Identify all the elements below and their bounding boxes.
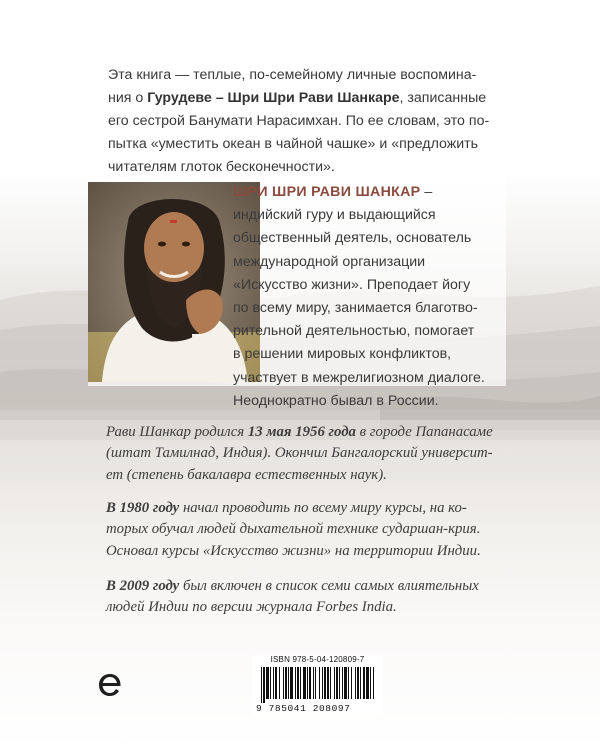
isbn-label: ISBN 978-5-04-120809-7 [270, 655, 365, 664]
intro-paragraph [108, 64, 500, 179]
barcode-stripe [344, 667, 347, 699]
barcode-stripe [297, 667, 299, 699]
publisher-logo-icon [98, 672, 122, 698]
story-p3-text-b: был включен в список семи самых влиятельных [179, 578, 479, 594]
barcode-stripe [370, 667, 371, 699]
barcode-stripe [330, 667, 331, 699]
barcode-stripe [357, 667, 359, 699]
barcode-stripe [322, 667, 323, 699]
story-p2-text-b: начал проводить по всему миру курсы, на ко- [179, 500, 467, 516]
story-p1-text-a: Рави Шанкар родился [106, 424, 248, 440]
barcode-stripe [290, 667, 293, 699]
story-p2-year: В 1980 году [106, 500, 180, 516]
barcode-stripe [342, 667, 343, 699]
author-bio [233, 181, 503, 413]
barcode-stripe [263, 667, 265, 703]
story-p1-text-d: (штат Тамилнад, Индия). Окончил Бангалорский университ- [106, 445, 493, 462]
barcode-stripe [366, 667, 369, 699]
bio-line-9: Неоднократно бывал в России. [233, 392, 439, 409]
barcode-stripe [307, 667, 308, 699]
intro-line-1: Эта книга — теплые, по-семейному личные воспомина- [108, 67, 477, 83]
barcode-stripe [348, 667, 349, 699]
barcode-stripe [261, 667, 262, 703]
bio-line-3: международной организации [233, 253, 426, 270]
bio-line-2: общественный деятель, основатель [233, 230, 472, 247]
story-p1-text-c: в городе Папанасаме [355, 424, 493, 440]
bio-line-1: индийский гуру и выдающийся [233, 207, 436, 224]
barcode-stripe [355, 667, 356, 699]
author-name-dash: – [420, 184, 433, 200]
story-p3-text-c: людей Индии по версии журнала Forbes India. [106, 599, 397, 616]
barcode-stripe [270, 667, 271, 699]
story-paragraph-birth [106, 422, 516, 486]
bio-line-8: участвует в межрелигиозном диалоге. [233, 369, 485, 386]
barcode-stripe [360, 667, 361, 699]
story-p2-text-d: Основал курсы «Искусство жизни» на территории Индии. [106, 542, 481, 559]
story-p3-year: В 2009 году [106, 578, 180, 594]
barcode-stripe [339, 667, 340, 699]
bio-line-7: в решении мировых конфликтов, [233, 346, 452, 363]
barcode-stripe [313, 667, 314, 699]
barcode-stripe [336, 667, 338, 699]
intro-line-2a: ния о [108, 90, 148, 106]
barcode-stripe [319, 667, 320, 699]
barcode-stripe [334, 667, 335, 699]
barcode-stripe [363, 667, 365, 699]
story-p1-birth-date: 13 мая 1956 года [247, 424, 356, 440]
barcode-stripe [327, 667, 329, 699]
bio-line-4: «Искусство жизни». Преподает йогу [233, 276, 471, 293]
barcode-stripe [279, 667, 280, 699]
barcode-stripe [324, 667, 326, 699]
barcode-stripe [303, 667, 306, 699]
story-paragraph-1980 [106, 498, 516, 562]
story-paragraph-2009 [106, 576, 516, 619]
barcode-digits: 9 785041 208097 [256, 703, 351, 714]
author-name: ШРИ ШРИ РАВИ ШАНКАР [233, 184, 421, 200]
barcode-stripe [288, 667, 289, 699]
intro-guru-name: Гурудеве – Шри Шри Рави Шанкаре [147, 90, 400, 106]
intro-line-5: читателям глоток бесконечности». [108, 159, 335, 175]
intro-line-4: пытка «уместить океан в чайной чашке» и «предложить [108, 136, 479, 152]
intro-line-3: его сестрой Банумати Нарасимхан. По ее словам, это по- [108, 113, 490, 129]
barcode-stripe [295, 667, 296, 699]
barcode-stripe [351, 667, 352, 699]
barcode-stripe [273, 667, 274, 699]
barcode-stripe [266, 667, 269, 699]
bio-line-5: по всему миру, занимается благотво- [233, 300, 478, 317]
story-p1-text-e: ет (степень бакалавра естественных наук). [106, 466, 387, 483]
barcode-stripe [300, 667, 301, 699]
barcode [253, 667, 382, 703]
barcode-stripe [283, 667, 284, 699]
intro-line-2c: , записанные [399, 90, 487, 106]
barcode-stripe [285, 667, 287, 699]
story-p2-text-c: торых обучал людей дыхательной технике сударшан-крия. [106, 521, 481, 538]
barcode-stripe [309, 667, 311, 699]
barcode-stripe [373, 667, 374, 699]
barcode-stripe [275, 667, 277, 699]
bio-line-6: рительной деятельностью, помогает [233, 323, 475, 340]
barcode-stripe [315, 667, 316, 699]
